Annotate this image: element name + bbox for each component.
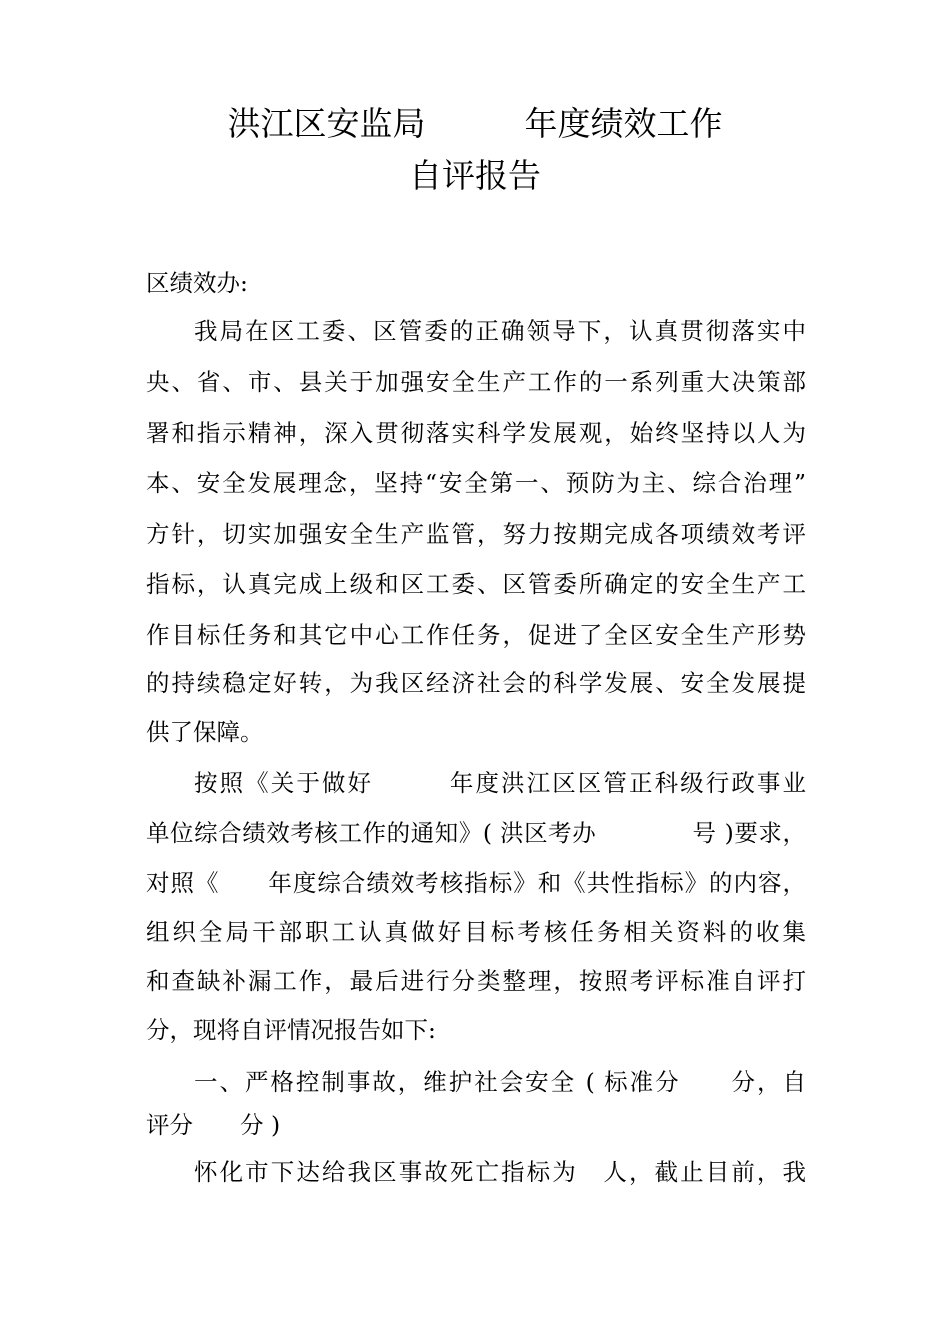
paragraph-1-line-6: 指标，认真完成上级和区工委、区管委所确定的安全生产工: [146, 570, 806, 598]
paragraph-4-line-1: 怀化市下达给我区事故死亡指标为 人，截止目前，我: [194, 1158, 806, 1186]
paragraph-1-line-2: 央、省、市、县关于加强安全生产工作的一系列重大决策部: [146, 368, 806, 396]
paragraph-3-line-2: 评分 分 ): [146, 1111, 281, 1139]
paragraph-1-line-1: 我局在区工委、区管委的正确领导下，认真贯彻落实中: [194, 317, 806, 345]
paragraph-1-line-8: 的持续稳定好转，为我区经济社会的科学发展、安全发展提: [146, 669, 806, 697]
document-title-line-1: 洪江区安监局 年度绩效工作: [227, 104, 723, 143]
document-title-line-2: 自评报告: [409, 156, 541, 195]
paragraph-2-line-1: 按照《关于做好 年度洪江区区管正科级行政事业: [194, 769, 806, 797]
paragraph-1-line-3: 署和指示精神，深入贯彻落实科学发展观，始终坚持以人为: [146, 419, 806, 447]
paragraph-2-line-3: 对照《 年度综合绩效考核指标》和《共性指标》的内容，: [146, 869, 806, 897]
paragraph-1-line-7: 作目标任务和其它中心工作任务，促进了全区安全生产形势: [146, 621, 806, 649]
paragraph-1-line-9: 供了保障。: [146, 718, 264, 746]
paragraph-2-line-5: 和查缺补漏工作，最后进行分类整理，按照考评标准自评打: [146, 967, 806, 995]
paragraph-1-line-5: 方针，切实加强安全生产监管，努力按期完成各项绩效考评: [146, 520, 806, 548]
paragraph-2-line-2: 单位综合绩效考核工作的通知》( 洪区考办 号 )要求，: [146, 819, 806, 847]
paragraph-3-line-1: 一、严格控制事故，维护社会安全 ( 标准分 分，自: [194, 1068, 806, 1096]
paragraph-2-line-4: 组织全局干部职工认真做好目标考核任务相关资料的收集: [146, 918, 806, 946]
paragraph-2-line-6: 分，现将自评情况报告如下:: [146, 1016, 436, 1044]
paragraph-1-line-4: 本、安全发展理念，坚持“安全第一、预防为主、综合治理”: [146, 469, 806, 497]
salutation: 区绩效办:: [146, 269, 248, 297]
